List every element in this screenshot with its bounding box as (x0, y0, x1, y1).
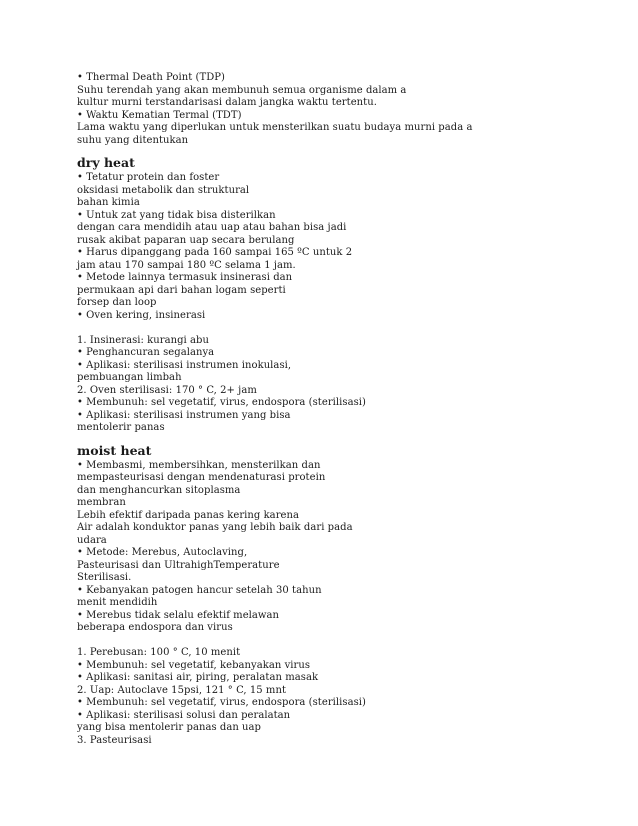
text-line: suhu yang ditentukan (77, 134, 189, 146)
list-line: • Aplikasi: sterilisasi instrumen inokulasi, (77, 359, 292, 371)
list-line: • Aplikasi: sterilisasi solusi dan peralatan (77, 709, 291, 721)
text-line: Suhu terendah yang akan membunuh semua organisme dalam a (77, 84, 407, 96)
text-line: bahan kimia (77, 197, 140, 208)
text-line: permukaan api dari bahan logam seperti (77, 284, 286, 296)
text-line: dan menghancurkan sitoplasma (77, 484, 241, 496)
section-heading-moist-heat: moist heat (77, 442, 152, 458)
text-line: Lebih efektif daripada panas kering karena (77, 509, 299, 521)
text-line: beberapa endospora dan virus (77, 622, 233, 633)
list-line: 1. Perebusan: 100 ° C, 10 menit (77, 647, 241, 658)
text-line: menit mendidih (77, 597, 158, 608)
list-line: 1. Insinerasi: kurangi abu (77, 334, 209, 346)
text-line: Sterilisasi. (77, 572, 132, 583)
text-line: Pasteurisasi dan UltrahighTemperature (77, 559, 280, 571)
text-line: • Merebus tidak selalu efektif melawan (77, 609, 280, 621)
text-line: • Thermal Death Point (TDP) (77, 72, 225, 83)
list-line: • Membunuh: sel vegetatif, virus, endospora (sterilisasi) (77, 397, 366, 408)
text-line: mempasteurisasi dengan mendenaturasi protein (77, 472, 326, 483)
text-line: forsep dan loop (77, 297, 157, 308)
text-line: Air adalah konduktor panas yang lebih baik dari pada (77, 522, 353, 533)
text-line: udara (77, 534, 107, 546)
text-line: jam atau 170 sampai 180 ºC selama 1 jam. (77, 259, 296, 271)
paragraph-gap (77, 322, 577, 335)
section-heading-dry-heat: dry heat (77, 155, 135, 170)
text-line: • Metode: Merebus, Autoclaving, (77, 547, 248, 558)
text-line: • Membasmi, membersihkan, mensterilkan dan (77, 459, 321, 471)
text-line: • Waktu Kematian Termal (TDT) (77, 109, 242, 121)
list-line: • Membunuh: sel vegetatif, virus, endospora (sterilisasi) (77, 697, 366, 708)
text-line: dengan cara mendidih atau uap atau bahan bisa jadi (77, 222, 347, 233)
text-line: Lama waktu yang diperlukan untuk mensterilkan suatu budaya murni pada a (77, 122, 473, 133)
list-line: mentolerir panas (77, 422, 165, 433)
text-line: kultur murni terstandarisasi dalam jangka waktu tertentu. (77, 97, 377, 108)
text-line: • Harus dipanggang pada 160 sampai 165 ºC untuk 2 (77, 247, 353, 258)
paragraph-gap (77, 635, 577, 648)
text-line: oksidasi metabolik dan struktural (77, 184, 250, 196)
list-line: yang bisa mentolerir panas dan uap (77, 722, 261, 733)
text-line: • Tetatur protein dan foster (77, 172, 220, 183)
text-line: • Untuk zat yang tidak bisa disterilkan (77, 209, 276, 221)
document-page (77, 72, 577, 747)
list-line: • Aplikasi: sterilisasi instrumen yang bisa (77, 409, 291, 421)
text-line: • Oven kering, insinerasi (77, 309, 206, 321)
list-line: • Aplikasi: sanitasi air, piring, peralatan masak (77, 672, 319, 683)
text-line: membran (77, 497, 126, 508)
text-line: • Metode lainnya termasuk insinerasi dan (77, 272, 293, 283)
list-line: 3. Pasteurisasi (77, 734, 152, 746)
list-line: • Membunuh: sel vegetatif, kebanyakan virus (77, 659, 311, 671)
list-line: pembuangan limbah (77, 372, 182, 383)
list-line: 2. Uap: Autoclave 15psi, 121 ° C, 15 mnt (77, 684, 287, 696)
list-line: • Penghancuran segalanya (77, 347, 215, 358)
text-line: rusak akibat paparan uap secara berulang (77, 234, 295, 246)
list-line: 2. Oven sterilisasi: 170 ° C, 2+ jam (77, 384, 257, 396)
text-line: • Kebanyakan patogen hancur setelah 30 tahun (77, 584, 322, 596)
